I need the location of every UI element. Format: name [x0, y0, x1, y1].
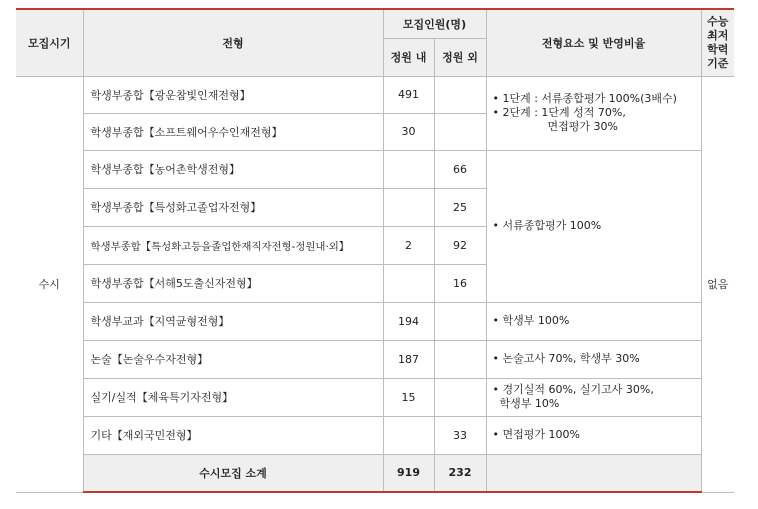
track-name: 논술【논술우수자전형】 [83, 340, 383, 378]
track-name: 학생부종합【서해5도출신자전형】 [83, 264, 383, 302]
quota-out [434, 113, 486, 150]
criteria-cell [486, 416, 701, 454]
table-row [16, 378, 734, 416]
quota-in: 491 [383, 76, 434, 113]
quota-in: 194 [383, 302, 434, 340]
track-name: 학생부교과【지역균형전형】 [83, 302, 383, 340]
header-csat [701, 9, 734, 76]
quota-out: 25 [434, 188, 486, 226]
track-name: 학생부종합【특성화고등을졸업한재직자전형-정원내·외】 [83, 226, 383, 264]
header-quota: 모집인원(명) [383, 9, 486, 38]
track-name: 학생부종합【농어촌학생전형】 [83, 150, 383, 188]
criteria-cell [486, 150, 701, 302]
quota-out [434, 340, 486, 378]
criteria-cell [486, 76, 701, 150]
track-name: 기타【재외국민전형】 [83, 416, 383, 454]
total-label: 수시모집 소계 [83, 454, 383, 492]
quota-in: 187 [383, 340, 434, 378]
header-track: 전형 [83, 9, 383, 76]
criteria-line: 면접평가 30% [547, 120, 618, 133]
track-name: 학생부종합【특성화고졸업자전형】 [83, 188, 383, 226]
table-row [16, 76, 734, 113]
table-row [16, 302, 734, 340]
quota-in: 30 [383, 113, 434, 150]
criteria-line: • 면접평가 100% [492, 428, 580, 441]
criteria-line: • 서류종합평가 100% [492, 219, 602, 232]
header-criteria: 전형요소 및 반영비율 [486, 9, 701, 76]
total-quota-out: 232 [434, 454, 486, 492]
period-cell: 수시 [16, 76, 83, 492]
track-name: 학생부종합【광운참빛인재전형】 [83, 76, 383, 113]
table-row [16, 150, 734, 188]
track-name: 실기/실적【체육특기자전형】 [83, 378, 383, 416]
table-row [16, 416, 734, 454]
quota-out [434, 76, 486, 113]
total-quota-in: 919 [383, 454, 434, 492]
quota-out: 66 [434, 150, 486, 188]
header-csat-line: 학력 [707, 42, 729, 56]
quota-out: 16 [434, 264, 486, 302]
quota-in [383, 416, 434, 454]
quota-in [383, 188, 434, 226]
total-row [16, 454, 734, 492]
csat-cell: 없음 [701, 76, 734, 492]
total-criteria-empty [486, 454, 701, 492]
criteria-line: • 1단계 : 서류종합평가 100%(3배수) [492, 92, 677, 105]
quota-in: 15 [383, 378, 434, 416]
criteria-cell [486, 340, 701, 378]
header-quota-out: 정원 외 [434, 38, 486, 76]
quota-in [383, 264, 434, 302]
criteria-line: • 2단계 : 1단계 성적 70%, [492, 106, 626, 119]
header-period: 모집시기 [16, 9, 83, 76]
quota-out [434, 302, 486, 340]
track-name: 학생부종합【소프트웨어우수인재전형】 [83, 113, 383, 150]
criteria-cell [486, 302, 701, 340]
criteria-line: • 논술고사 70%, 학생부 30% [492, 352, 640, 365]
quota-out: 33 [434, 416, 486, 454]
header-csat-line: 기준 [707, 56, 729, 70]
table-row [16, 340, 734, 378]
criteria-cell [486, 378, 701, 416]
quota-in: 2 [383, 226, 434, 264]
quota-out [434, 378, 486, 416]
quota-in [383, 150, 434, 188]
header-quota-in: 정원 내 [383, 38, 434, 76]
quota-out: 92 [434, 226, 486, 264]
criteria-line: • 경기실적 60%, 실기고사 30%, [492, 383, 654, 396]
header-csat-line: 수능 [707, 14, 729, 28]
header-csat-line: 최저 [707, 28, 729, 42]
criteria-line: 학생부 10% [499, 397, 560, 410]
criteria-line: • 학생부 100% [492, 314, 570, 327]
admission-table [16, 8, 734, 493]
